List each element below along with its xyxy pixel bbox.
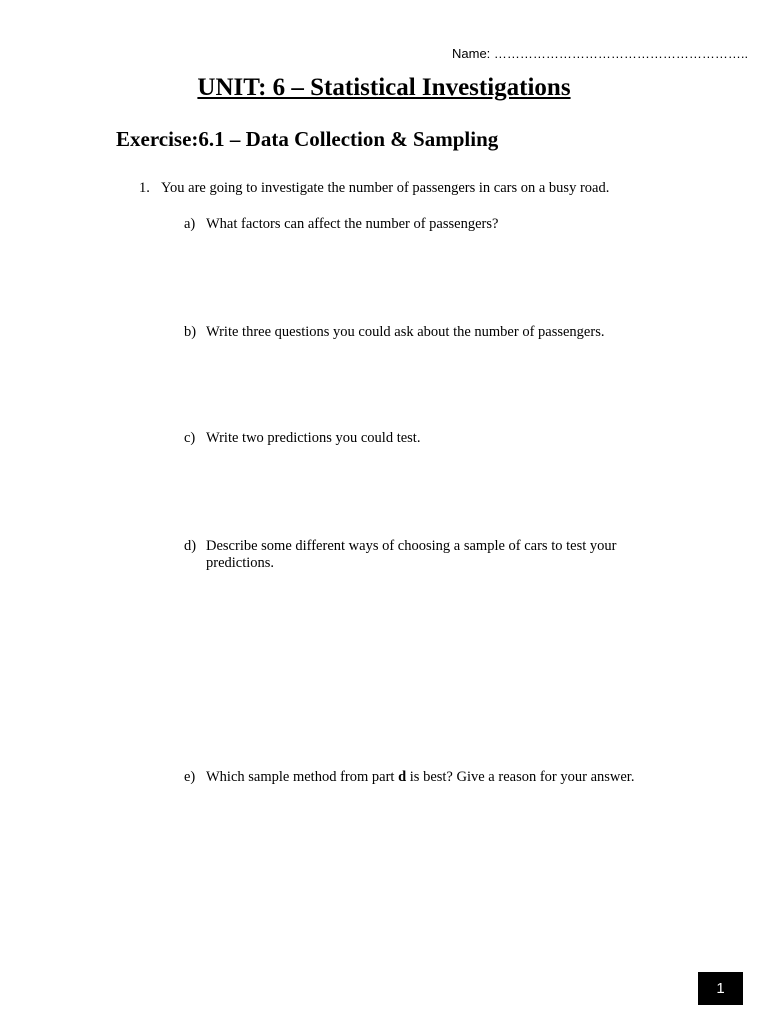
part-b bbox=[184, 324, 646, 341]
unit-title: UNIT: 6 – Statistical Investigations bbox=[197, 74, 571, 101]
part-d bbox=[184, 538, 646, 572]
part-e bbox=[184, 769, 686, 786]
part-letter: c) bbox=[184, 430, 196, 446]
part-c bbox=[184, 430, 646, 447]
part-a bbox=[184, 216, 646, 233]
part-text: Write two predictions you could test. bbox=[206, 430, 421, 446]
part-letter: d) bbox=[184, 538, 197, 554]
part-letter: b) bbox=[184, 324, 197, 340]
part-letter: a) bbox=[184, 216, 196, 232]
part-text: Write three questions you could ask about the number of passengers. bbox=[206, 324, 605, 340]
part-letter: e) bbox=[184, 769, 196, 785]
name-field-label: Name: ………………………………………………….. bbox=[452, 46, 749, 61]
part-reference-bold: d bbox=[398, 769, 407, 785]
part-text-start: Which sample method from part bbox=[206, 769, 399, 785]
question-text: You are going to investigate the number of passengers in cars on a busy road. bbox=[161, 180, 610, 196]
part-text: What factors can affect the number of passengers? bbox=[206, 216, 499, 232]
question-1 bbox=[139, 180, 609, 197]
part-text: Describe some different ways of choosing a sample of cars to test your predictions. bbox=[206, 538, 617, 571]
question-number: 1. bbox=[139, 180, 150, 196]
exercise-title: Exercise:6.1 – Data Collection & Sampling bbox=[116, 127, 499, 151]
part-text bbox=[206, 769, 686, 786]
page-number: 1 bbox=[698, 972, 743, 1005]
part-text-end: is best? Give a reason for your answer. bbox=[406, 769, 635, 785]
